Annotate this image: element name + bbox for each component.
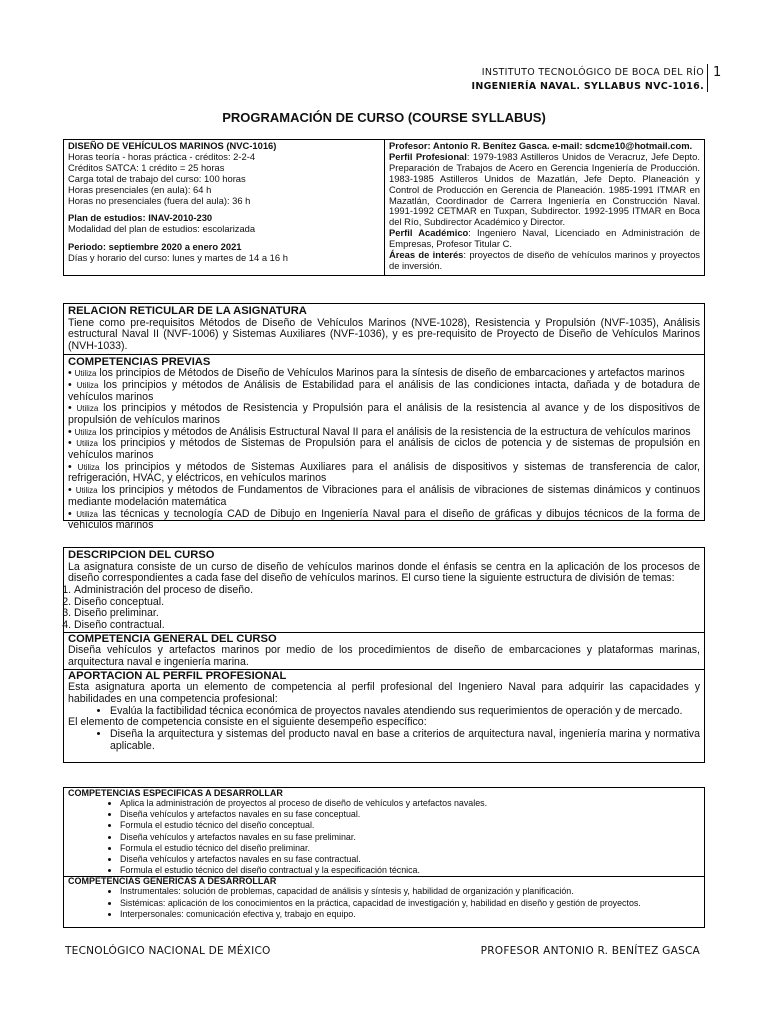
course-line: Créditos SATCA: 1 crédito = 25 horas xyxy=(68,161,225,173)
footer-right: PROFESOR ANTONIO R. BENÍTEZ GASCA xyxy=(480,945,700,957)
list-item: • Utiliza los principios y métodos de Análisis Estructural Naval II para el análisis de la resistencia de la estructura de vehículos marinos xyxy=(68,425,691,438)
page-header xyxy=(471,66,704,94)
list-item: • Utiliza los principios y métodos de Sistemas Auxiliares para el análisis de dispositivos y sistemas de transferencia de calor, refrigeración, HVAC, y eléctricos, en vehículos marinos xyxy=(68,460,701,485)
aportacion-text: Esta asignatura aporta un elemento de competencia al perfil profesional del Ingeniero Naval para adquirir las capacidades y habilidades en una competencia profesional: xyxy=(68,681,700,705)
course-line: Horas no presenciales (fuera del aula): 36 h xyxy=(68,194,251,206)
reticular-heading: RELACION RETICULAR DE LA ASIGNATURA xyxy=(68,305,307,317)
course-line: Carga total de trabajo del curso: 100 horas xyxy=(68,172,246,184)
list-item: • Aplica la administración de proyectos al proceso de diseño de vehículos y artefactos navales. xyxy=(120,798,700,809)
footer-left: TECNOLÓGICO NACIONAL DE MÉXICO xyxy=(65,945,271,957)
list-item: • Sistémicas: aplicación de los conocimientos en la práctica, capacidad de investigación y, habilidad en diseño y gestión de proyectos. xyxy=(120,898,700,909)
list-item: • Diseña la arquitectura y sistemas del producto naval en base a criterios de arquitectura naval, ingeniería marina y normativa aplicable. xyxy=(110,729,700,752)
course-schedule: Días y horario del curso: lunes y martes de 14 a 16 h xyxy=(68,252,288,264)
previas-block xyxy=(64,355,704,533)
page-title: PROGRAMACIÓN DE CURSO (COURSE SYLLABUS) xyxy=(222,110,546,125)
list-item: • Diseña vehículos y artefactos navales en su fase preliminar. xyxy=(120,832,700,843)
header-divider xyxy=(707,64,708,92)
genericas-heading: COMPETENCIAS GENERICAS A DESARROLLAR xyxy=(68,876,277,887)
course-info-cell xyxy=(64,140,385,275)
course-line: Horas presenciales (en aula): 64 h xyxy=(68,183,212,195)
general-text: Diseña vehículos y artefactos marinos por medio de los procedimientos de diseño de embarcaciones y plataformas marinas, arquitectura naval e ingeniería marina. xyxy=(68,644,700,668)
list-item: • Formula el estudio técnico del diseño conceptual. xyxy=(120,820,700,831)
list-item: • Utiliza los principios y métodos de Fundamentos de Vibraciones para el análisis de vibraciones de sistemas dinámicos y continuos mediante modelación matemática xyxy=(68,484,700,508)
genericas-list xyxy=(68,886,700,920)
professor-cell xyxy=(385,140,704,275)
list-item: • Utiliza los principios y métodos de Resistencia y Propulsión para el análisis de la resistencia al avance y de los dispositivos de propulsión de vehículos marinos xyxy=(68,402,700,426)
descripcion-text: La asignatura consiste de un curso de diseño de vehículos marinos donde el énfasis se centra en la aplicación de los procesos de diseño correspondientes a cada fase del diseño de vehículos marinos. El curso tiene la siguiente estructura de división de temas: xyxy=(68,560,700,585)
list-item: • Formula el estudio técnico del diseño contractual y la especificación técnica. xyxy=(120,865,700,876)
course-line: Horas teoría - horas práctica - créditos: 2-2-4 xyxy=(68,150,256,162)
previas-heading: COMPETENCIAS PREVIAS xyxy=(68,355,211,368)
list-item: • Diseña vehículos y artefactos navales en su fase contractual. xyxy=(120,854,700,865)
general-heading: COMPETENCIA GENERAL DEL CURSO xyxy=(68,632,277,645)
course-modality: Modalidad del plan de estudios: escolarizada xyxy=(68,223,256,235)
competencias-section xyxy=(63,787,705,928)
aportacion-text: El elemento de competencia consiste en el siguiente desempeño específico: xyxy=(68,716,427,729)
especificas-list xyxy=(68,798,700,876)
course-period: Periodo: septiembre 2020 a enero 2021 xyxy=(68,241,242,253)
reticular-section xyxy=(63,303,705,532)
professor-interests: Áreas de interés: proyectos de diseño de vehículos marinos y proyectos de inversión. xyxy=(389,249,700,271)
list-item: • Evalúa la factibilidad técnica económica de proyectos navales atendiendo sus requerimientos de operación y de mercado. xyxy=(110,706,700,718)
genericas-block xyxy=(64,876,704,920)
aportacion-heading: APORTACION AL PERFIL PROFESIONAL xyxy=(68,669,287,682)
professor-profile: Perfil Profesional: 1979-1983 Astilleros Unidos de Veracruz, Jefe Depto. Preparación de Trabajos de Acero en Gerencia Ingeniería de Producción. 1983-1985 Astilleros Unidos de Mazatlán, Jefe Depto. Planeación y Control de Producción en Gerencia de Planeación. 1985-1991 ITMAR en Mazatlán, Coordinador de Carrera Ingeniería en Construcción Naval. 1991-1992 CETMAR en Tuxpan, Subdirector. 1992-1995 ITMAR en Boca del Río, Subdirector Académico y Director. xyxy=(389,150,700,228)
course-name: DISEÑO DE VEHÍCULOS MARINOS (NVC-1016) xyxy=(68,140,277,151)
especificas-heading: COMPETENCIAS ESPECIFICAS A DESARROLLAR xyxy=(68,788,283,798)
course-info-table xyxy=(63,139,705,276)
list-item: • Utiliza los principios y métodos de Análisis de Estabilidad para el análisis de las condiciones intacta, dañada y de botadura de vehículos marinos xyxy=(68,378,701,403)
list-item: • Utiliza los principios y métodos de Sistemas de Propulsión para el análisis de ciclos de potencia y de sistemas de propulsión en vehículos marinos xyxy=(68,437,700,462)
reticular-text: Tiene como pre-requisitos Métodos de Diseño de Vehículos Marinos (NVE-1028), Resistencia y Propulsión (NVF-1035), Análisis estructural Naval II (NVF-1006) y Sistemas Auxiliares (NVF-1036), y es pre-requisito de Proyecto de Diseño de Vehículos Marinos (NVH-1033). xyxy=(68,316,700,352)
description-section xyxy=(63,547,705,763)
page-number: 1 xyxy=(713,65,722,80)
aportacion-block xyxy=(64,669,704,753)
course-plan: Plan de estudios: INAV-2010-230 xyxy=(68,212,213,224)
list-item: 4. Diseño contractual. xyxy=(74,620,700,632)
header-institute: INSTITUTO TECNOLÓGICO DE BOCA DEL RÍO xyxy=(481,67,704,78)
list-item: • Diseña vehículos y artefactos navales en su fase conceptual. xyxy=(120,809,700,820)
professor-name: Profesor: Antonio R. Benítez Gasca. e-mail: sdcme10@hotmail.com. xyxy=(389,140,693,151)
list-item: 1. Administración del proceso de diseño. xyxy=(74,585,700,597)
list-item: • Interpersonales: comunicación efectiva y, trabajo en equipo. xyxy=(120,909,700,920)
reticular-block xyxy=(64,304,704,355)
general-block xyxy=(64,632,704,669)
list-item: • Utiliza los principios de Métodos de Diseño de Vehículos Marinos para la síntesis de diseño de embarcaciones y artefactos marinos xyxy=(68,367,685,380)
professor-academic: Perfil Académico: Ingeniero Naval, Licenciado en Administración de Empresas, Profesor Titular C. xyxy=(389,227,700,250)
list-item: 3. Diseño preliminar. xyxy=(74,608,700,620)
list-item: • Instrumentales: solución de problemas, capacidad de análisis y síntesis y, habilidad de organización y planificación. xyxy=(120,886,700,897)
descripcion-heading: DESCRIPCION DEL CURSO xyxy=(68,549,215,561)
list-item: • Utiliza las técnicas y tecnología CAD de Dibujo en Ingeniería Naval para el diseño de gráficas y dibujos técnicos de la forma de vehículos marinos xyxy=(68,507,701,532)
header-subtitle: INGENIERÍA NAVAL. SYLLABUS NVC-1016. xyxy=(471,81,704,92)
aportacion-list xyxy=(68,729,700,752)
list-item: • Formula el estudio técnico del diseño preliminar. xyxy=(120,843,700,854)
list-item: 2. Diseño conceptual. xyxy=(74,597,700,609)
topic-list xyxy=(68,585,700,632)
